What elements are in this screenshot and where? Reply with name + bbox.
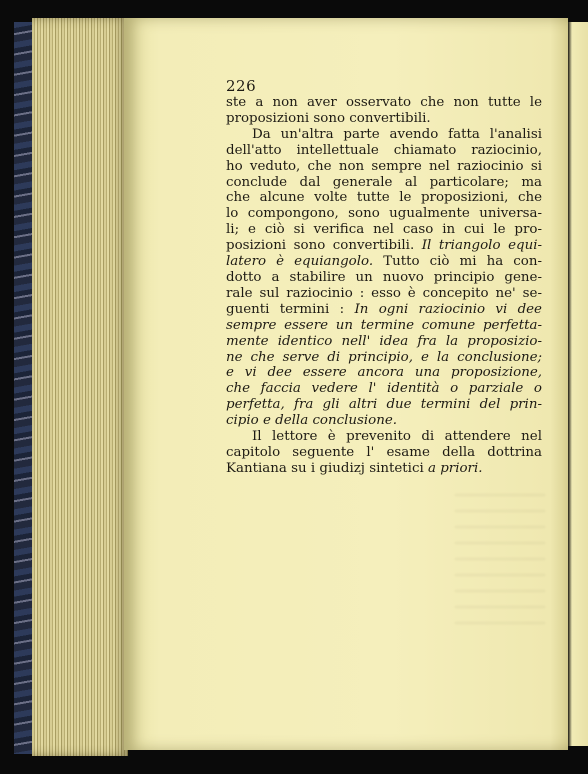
text-run: Kantiana su i giudizj sintetici — [226, 460, 428, 476]
italic-line: e vi dee essere ancora una proposizione, — [226, 365, 542, 381]
text-line — [226, 461, 542, 477]
text-line: capitolo seguente l' esame della dottrina — [226, 444, 542, 460]
text-line: ste a non aver osservato che non tutte le — [226, 95, 542, 110]
text-line: conclude dal generale al particolare; ma — [226, 174, 542, 190]
text-line: li; e ciò si verifica nel caso in cui le pro- — [226, 222, 542, 238]
text-line: ho veduto, che non sempre nel raziocinio si — [226, 158, 542, 174]
text-line: proposizioni sono convertibili. — [226, 110, 431, 126]
text-line: dotto a stabilire un nuovo principio gene- — [226, 269, 542, 285]
text-line — [226, 238, 542, 254]
italic-line: cipio e della conclusione. — [226, 413, 398, 429]
text-line: rale sul raziocinio : esso è concepito ne' se- — [226, 285, 542, 301]
italic-run: latero è equiangolo. — [226, 254, 374, 270]
paragraph-1 — [226, 95, 542, 127]
italic-line: ne che serve di principio, e la conclusione; — [226, 349, 542, 365]
text-line: Da un'altra parte avendo fatta l'analisi — [252, 126, 542, 142]
italic-line: sempre essere un termine comune perfetta- — [226, 317, 542, 333]
text-run: Tutto ciò mi ha con- — [373, 254, 543, 270]
text-line — [226, 254, 542, 270]
italic-run: a priori. — [428, 460, 483, 476]
italic-run: Il triangolo equi- — [421, 238, 542, 254]
text-line: che alcune volte tutte le proposizioni, che — [226, 190, 542, 206]
text-line: Il lettore è prevenito di attendere nel — [252, 429, 542, 445]
show-through-text — [455, 480, 545, 630]
paragraph-2 — [226, 127, 542, 429]
page-number: 226 — [226, 77, 257, 95]
text-line: lo compongono, sono ugualmente universa- — [226, 206, 542, 222]
page-text — [226, 78, 542, 477]
facing-page-edge — [568, 22, 588, 746]
italic-line: perfetta, fra gli altri due termini del prin- — [226, 397, 542, 413]
paragraph-3 — [226, 429, 542, 477]
text-line: dell'atto intellettuale chiamato raziocinio, — [226, 142, 542, 158]
page-stack-edges — [32, 18, 128, 756]
italic-run: In ogni raziocinio vi dee — [354, 301, 542, 317]
text-line — [226, 302, 542, 318]
text-run: posizioni sono convertibili. — [226, 238, 422, 254]
text-run: guenti termini : — [226, 301, 355, 317]
italic-line: mente identico nell' idea fra la proposizio- — [226, 333, 542, 349]
italic-line: che faccia vedere l' identità o parziale o — [226, 381, 542, 397]
